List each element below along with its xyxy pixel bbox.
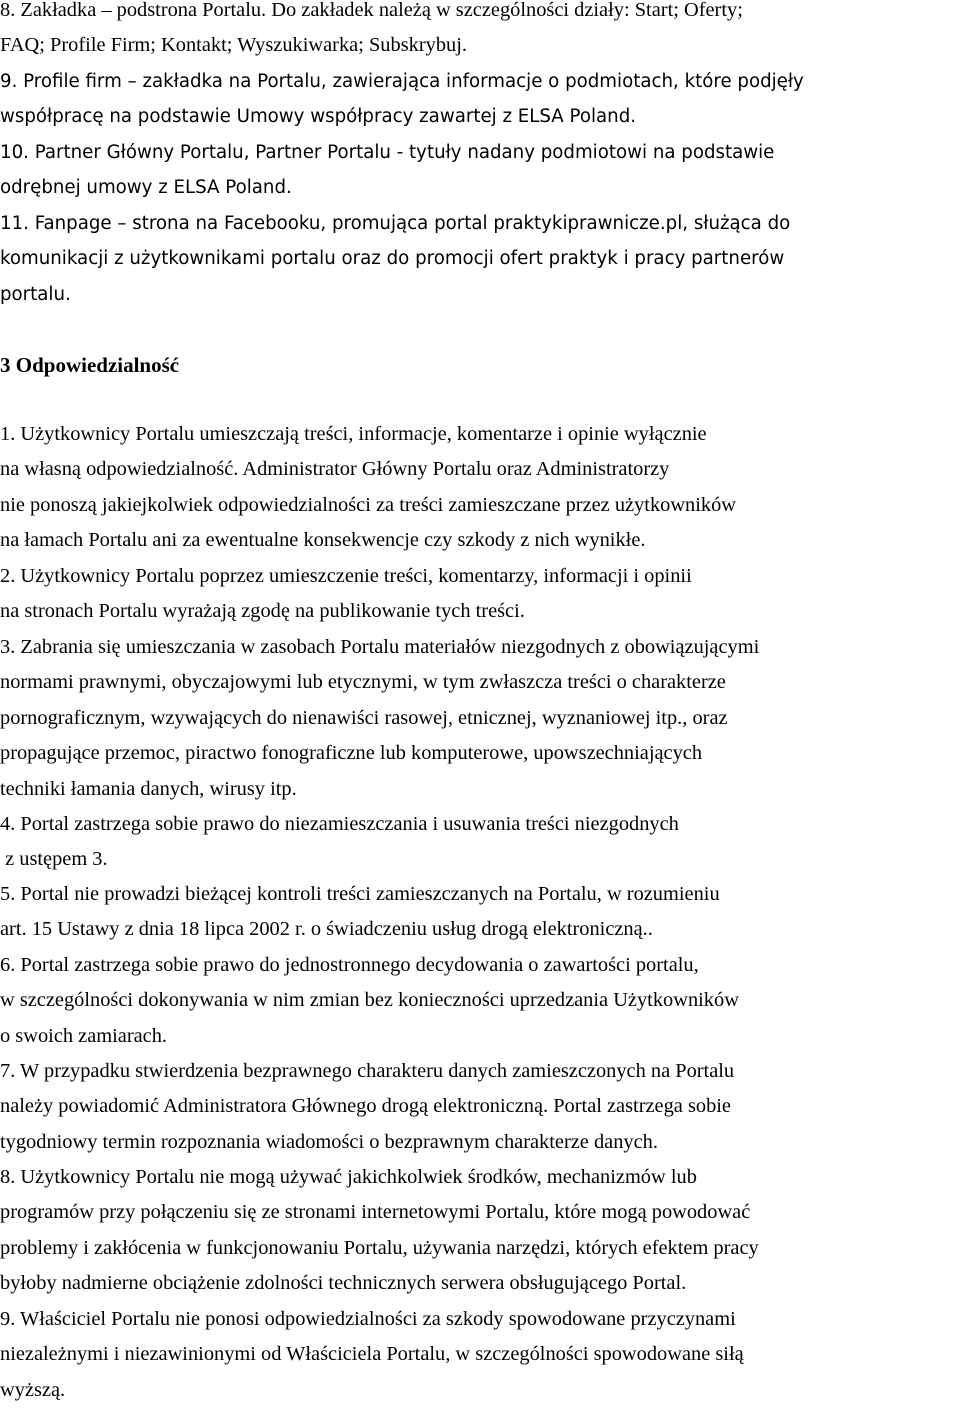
text-line: na stronach Portalu wyrażają zgodę na publikowanie tych treści. xyxy=(0,600,525,623)
text-line: na własną odpowiedzialność. Administrator Główny Portalu oraz Administratorzy xyxy=(0,458,670,481)
responsibility-item-5 xyxy=(0,877,960,948)
text-line: 1. Użytkownicy Portalu umieszczają treści, informacje, komentarze i opinie wyłącznie xyxy=(0,423,707,445)
text-line: 9. Profile firm – zakładka na Portalu, zawierająca informacje o podmiotach, które podjęły xyxy=(0,71,804,92)
text-line: należy powiadomić Administratora Głównego drogą elektroniczną. Portal zastrzega sobie xyxy=(0,1095,731,1118)
responsibility-item-7 xyxy=(0,1054,960,1160)
text-line: komunikacji z użytkownikami portalu oraz do promocji ofert praktyk i pracy partnerów xyxy=(0,248,785,270)
section-title: 3 Odpowiedzialność xyxy=(0,353,180,377)
text-line: 10. Partner Główny Portalu, Partner Portalu - tytuły nadany podmiotowi na podstawie xyxy=(0,142,775,163)
responsibility-item-9 xyxy=(0,1302,960,1408)
text-line: w szczególności dokonywania w nim zmian bez konieczności uprzedzania Użytkowników xyxy=(0,989,739,1012)
definition-item-11 xyxy=(0,206,960,312)
text-line: 3. Zabrania się umieszczania w zasobach Portalu materiałów niezgodnych z obowiązującymi xyxy=(0,636,760,658)
text-line: o swoich zamiarach. xyxy=(0,1024,168,1047)
definition-item-8 xyxy=(0,0,960,64)
text-line: pornograficznym, wzywających do nienawiści rasowej, etnicznej, wyznaniowej itp., oraz xyxy=(0,706,728,729)
text-line: odrębnej umowy z ELSA Poland. xyxy=(0,177,292,199)
text-line: techniki łamania danych, wirusy itp. xyxy=(0,777,297,800)
definition-item-9 xyxy=(0,64,960,135)
text-line: FAQ; Profile Firm; Kontakt; Wyszukiwarka; Subskrybuj. xyxy=(0,34,467,57)
responsibility-item-1 xyxy=(0,417,960,559)
text-line: z ustępem 3. xyxy=(0,848,108,871)
text-line: propagujące przemoc, piractwo fonograficzne lub komputerowe, upowszechniających xyxy=(0,742,703,765)
text-line: 9. Właściciel Portalu nie ponosi odpowiedzialności za szkody spowodowane przyczynami xyxy=(0,1308,736,1330)
text-line: 4. Portal zastrzega sobie prawo do niezamieszczania i usuwania treści niezgodnych xyxy=(0,813,679,835)
text-line: niezależnymi i niezawinionymi od Właściciela Portalu, w szczególności spowodowane siłą xyxy=(0,1343,744,1366)
text-line: 6. Portal zastrzega sobie prawo do jednostronnego decydowania o zawartości portalu, xyxy=(0,954,699,976)
text-line: 8. Użytkownicy Portalu nie mogą używać jakichkolwiek środków, mechanizmów lub xyxy=(0,1166,697,1188)
responsibility-item-3 xyxy=(0,630,960,807)
responsibility-item-8 xyxy=(0,1160,960,1302)
text-line: 8. Zakładka – podstrona Portalu. Do zakładek należą w szczególności działy: Start; Oferty; xyxy=(0,0,743,21)
text-line: 2. Użytkownicy Portalu poprzez umieszczenie treści, komentarzy, informacji i opinii xyxy=(0,565,692,587)
definition-item-10 xyxy=(0,135,960,206)
section-heading xyxy=(0,348,960,383)
text-line: byłoby nadmierne obciążenie zdolności technicznych serwera obsługującego Portal. xyxy=(0,1272,687,1295)
text-line: programów przy połączeniu się ze stronami internetowymi Portalu, które mogą powodować xyxy=(0,1201,751,1224)
text-line: portalu. xyxy=(0,283,71,305)
responsibility-item-4 xyxy=(0,807,960,878)
responsibility-item-2 xyxy=(0,559,960,630)
text-line: tygodniowy termin rozpoznania wiadomości o bezprawnym charakterze danych. xyxy=(0,1130,658,1153)
text-line: normami prawnymi, obyczajowymi lub etycznymi, w tym zwłaszcza treści o charakterze xyxy=(0,671,726,694)
text-line: na łamach Portalu ani za ewentualne konsekwencje czy szkody z nich wynikłe. xyxy=(0,529,646,552)
text-line: współpracę na podstawie Umowy współpracy zawartej z ELSA Poland. xyxy=(0,106,637,128)
responsibility-item-6 xyxy=(0,948,960,1054)
text-line: wyższą. xyxy=(0,1378,66,1401)
text-line: 11. Fanpage – strona na Facebooku, promująca portal praktykiprawnicze.pl, służąca do xyxy=(0,213,791,234)
text-line: 5. Portal nie prowadzi bieżącej kontroli treści zamieszczanych na Portalu, w rozumieniu xyxy=(0,883,720,905)
text-line: nie ponoszą jakiejkolwiek odpowiedzialności za treści zamieszczane przez użytkowników xyxy=(0,493,737,516)
text-line: problemy i zakłócenia w funkcjonowaniu Portalu, używania narzędzi, których efektem pracy xyxy=(0,1236,759,1259)
text-line: 7. W przypadku stwierdzenia bezprawnego charakteru danych zamieszczonych na Portalu xyxy=(0,1060,735,1082)
text-line: art. 15 Ustawy z dnia 18 lipca 2002 r. o świadczeniu usług drogą elektroniczną.. xyxy=(0,918,653,941)
